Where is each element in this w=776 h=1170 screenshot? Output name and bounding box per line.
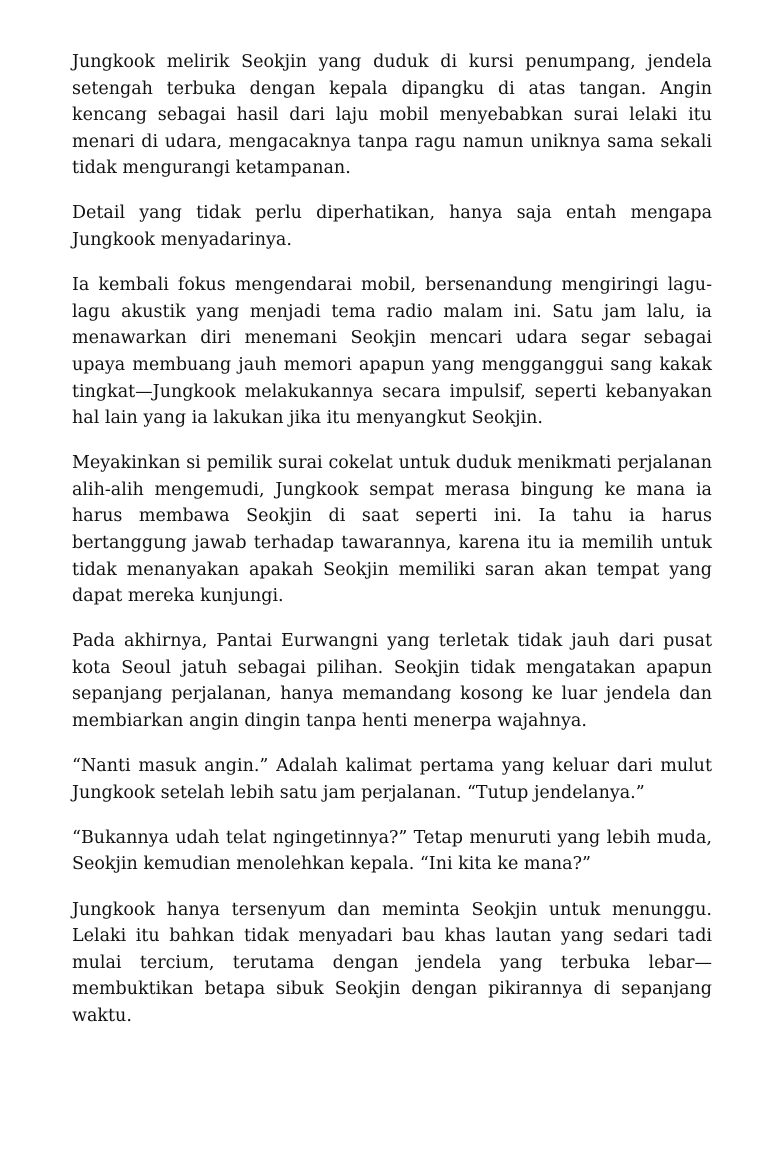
paragraph: Pada akhirnya, Pantai Eurwangni yang terletak tidak jauh dari pusat kota Seoul jatuh sebagai pilihan. Seokjin tidak mengatakan apapun sepanjang perjalanan, hanya memandang kosong ke luar jendela dan membiarkan angin dingin tanpa henti menerpa wajahnya. — [72, 631, 712, 732]
document-page — [72, 49, 712, 1048]
paragraph: Jungkook melirik Seokjin yang duduk di kursi penumpang, jendela setengah terbuka dengan kepala dipangku di atas tangan. Angin kencang sebagai hasil dari laju mobil menyebabkan surai lelaki itu menari di udara, mengacaknya tanpa ragu namun uniknya sama sekali tidak mengurangi ketampanan. — [72, 52, 712, 179]
paragraph: Detail yang tidak perlu diperhatikan, hanya saja entah mengapa Jungkook menyadarinya. — [72, 203, 712, 251]
paragraph: Jungkook hanya tersenyum dan meminta Seokjin untuk menunggu. Lelaki itu bahkan tidak menyadari bau khas lautan yang sedari tadi mulai tercium, terutama dengan jendela yang terbuka lebar—membuktikan betapa sibuk Seokjin dengan pikirannya di sepanjang waktu. — [72, 899, 712, 1026]
paragraph: Ia kembali fokus mengendarai mobil, bersenandung mengiringi lagu-lagu akustik yang menjadi tema radio malam ini. Satu jam lalu, ia menawarkan diri menemani Seokjin mencari udara segar sebagai upaya membuang jauh memori apapun yang mengganggui sang kakak tingkat—Jungkook melakukannya secara impulsif, seperti kebanyakan hal lain yang ia lakukan jika itu menyangkut Seokjin. — [72, 275, 712, 429]
paragraph: Meyakinkan si pemilik surai cokelat untuk duduk menikmati perjalanan alih-alih mengemudi, Jungkook sempat merasa bingung ke mana ia harus membawa Seokjin di saat seperti ini. Ia tahu ia harus bertanggung jawab terhadap tawarannya, karena itu ia memilih untuk tidak menanyakan apakah Seokjin memiliki saran akan tempat yang dapat mereka kunjungi. — [72, 453, 712, 607]
paragraph: “Bukannya udah telat ngingetinnya?” Tetap menuruti yang lebih muda, Seokjin kemudian menolehkan kepala. “Ini kita ke mana?” — [72, 827, 712, 875]
paragraph: “Nanti masuk angin.” Adalah kalimat pertama yang keluar dari mulut Jungkook setelah lebih satu jam perjalanan. “Tutup jendelanya.” — [72, 756, 712, 803]
